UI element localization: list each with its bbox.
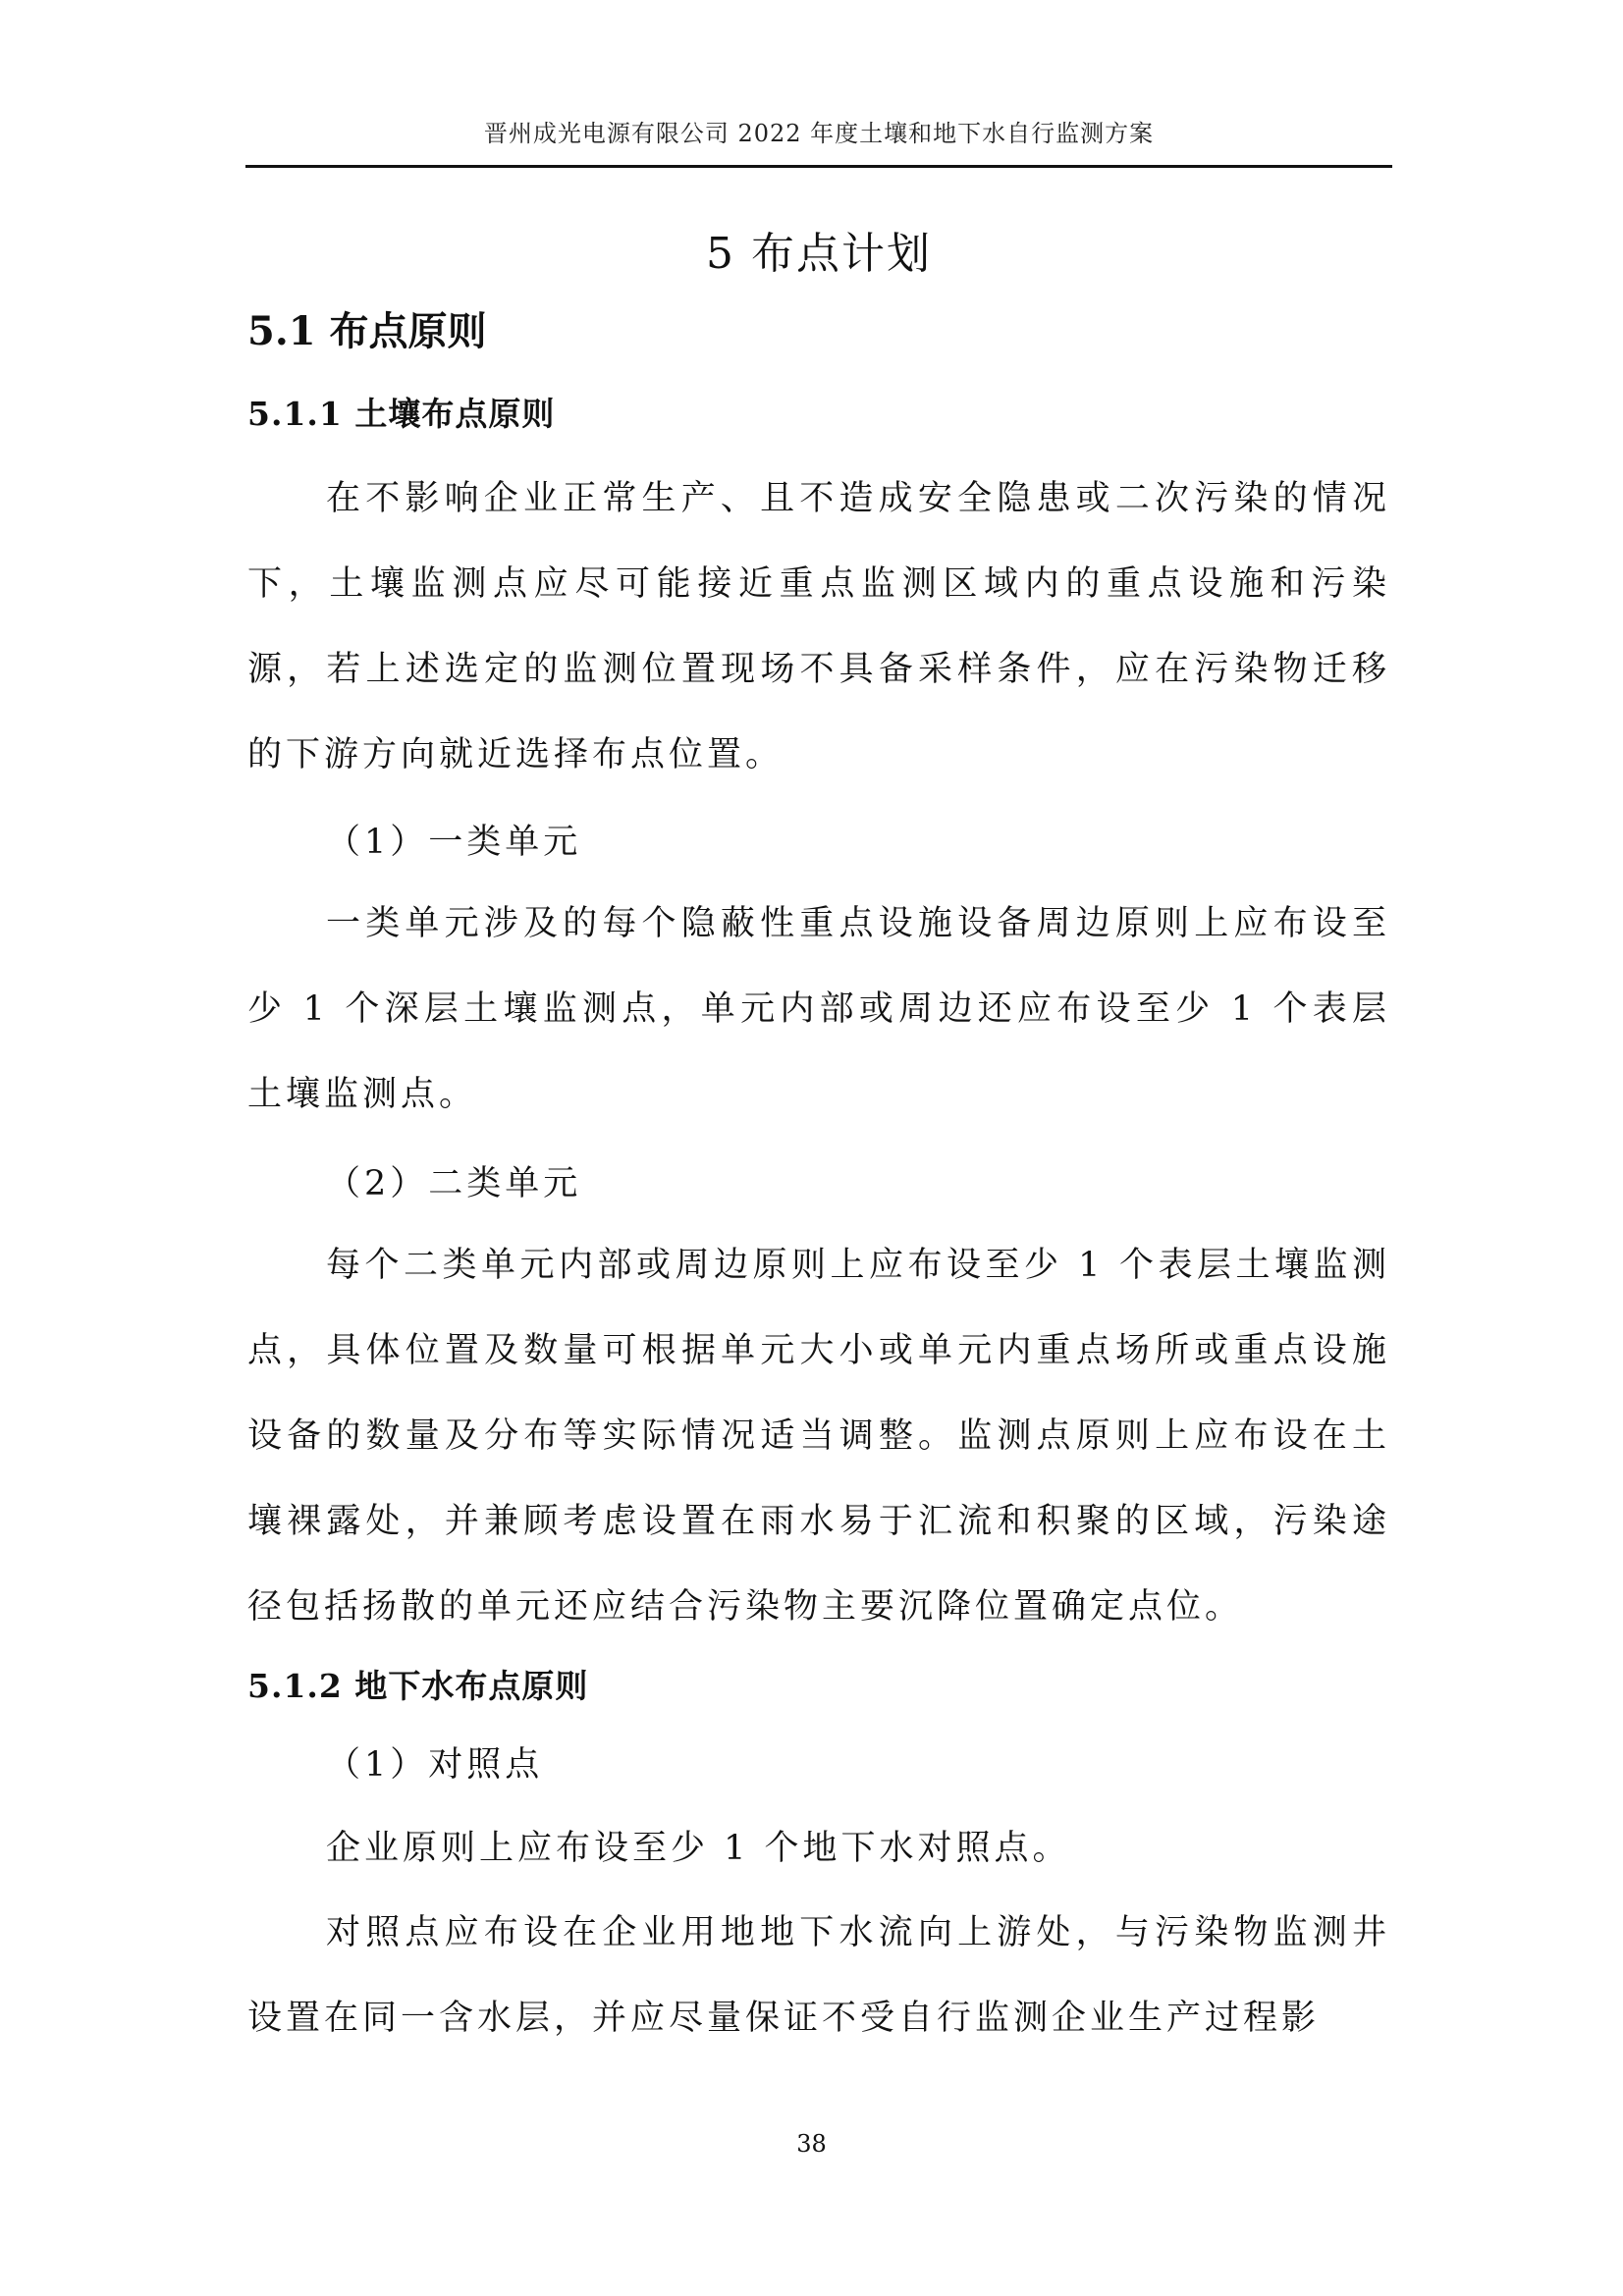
soil-principle-paragraph: 在不影响企业正常生产、且不造成安全隐患或二次污染的情况下，土壤监测点应尽可能接近重点监测区域内的重点设施和污染源，若上述选定的监测位置现场不具备采样条件，应在污染物迁移的下游方向就近选择布点位置。 [247, 479, 1390, 774]
page-number: 38 [796, 2130, 827, 2158]
category-two-unit-paragraph: 每个二类单元内部或周边原则上应布设至少 1 个表层土壤监测点，具体位置及数量可根据单元大小或单元内重点场所或重点设施设备的数量及分布等实际情况适当调整。监测点原则上应布设在土壤裸露处，并兼顾考虑设置在雨水易于汇流和积聚的区域，污染途径包括扬散的单元还应结合污染物主要沉降位置确定点位。 [247, 1246, 1390, 1627]
running-header: 晋州成光电源有限公司 2022 年度土壤和地下水自行监测方案 [483, 120, 1155, 147]
chapter-title: 5 布点计划 [706, 229, 932, 279]
section-heading-5-1: 5.1 布点原则 [247, 308, 487, 354]
header-rule [245, 165, 1392, 168]
item-label-category-two-unit: （2）二类单元 [326, 1164, 582, 1203]
item-label-control-point: （1）对照点 [326, 1745, 544, 1785]
section-heading-5-1-2: 5.1.2 地下水布点原则 [247, 1667, 589, 1705]
control-point-location-paragraph: 对照点应布设在企业用地地下水流向上游处，与污染物监测井设置在同一含水层，并应尽量保证不受自行监测企业生产过程影 [247, 1913, 1390, 2038]
section-heading-5-1-1: 5.1.1 土壤布点原则 [247, 395, 556, 433]
item-label-category-one-unit: （1）一类单元 [326, 823, 582, 862]
control-point-count-paragraph: 企业原则上应布设至少 1 个地下水对照点。 [326, 1829, 1071, 1868]
category-one-unit-paragraph: 一类单元涉及的每个隐蔽性重点设施设备周边原则上应布设至少 1 个深层土壤监测点，单元内部或周边还应布设至少 1 个表层土壤监测点。 [247, 904, 1390, 1114]
